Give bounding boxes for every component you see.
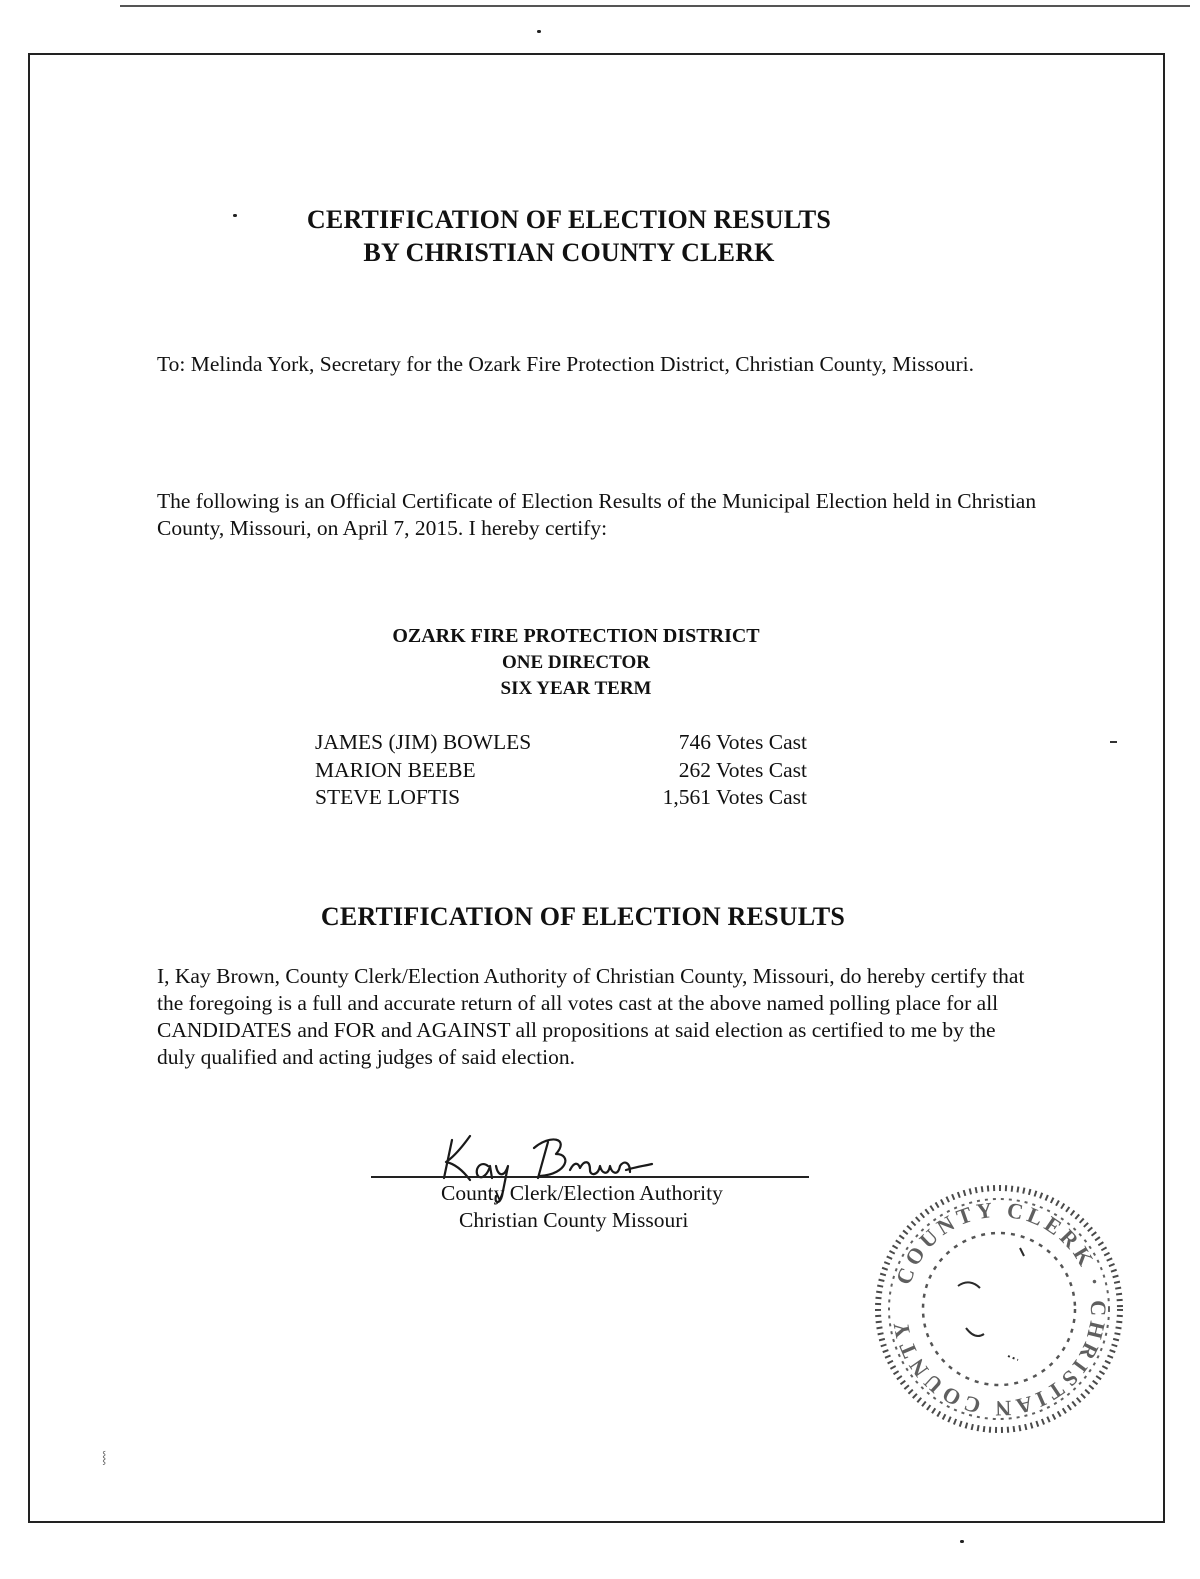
result-row <box>315 729 807 757</box>
certification-paragraph: I, Kay Brown, County Clerk/Election Authority of Christian County, Missouri, do hereby certify that the foregoing is a full and accurate return of all votes cast at the above named polling place for all CANDIDATES and FOR and AGAINST all propositions at said election as certified to me by the duly qualified and acting judges of said election. <box>157 964 1025 1069</box>
result-row <box>315 784 807 812</box>
scan-top-edge-line <box>120 5 1190 7</box>
certificate-title: CERTIFICATION OF ELECTION RESULTS <box>306 205 832 234</box>
signature-line <box>371 1176 809 1178</box>
candidate-votes: 1,561 Votes Cast <box>662 785 807 809</box>
signer-title: County Clerk/Election Authority <box>441 1181 723 1205</box>
result-row <box>315 757 807 785</box>
results-list <box>315 729 807 812</box>
addressee-paragraph: To: Melinda York, Secretary for the Ozark Fire Protection District, Christian County, Missouri. <box>157 352 974 376</box>
candidate-name: STEVE LOFTIS <box>315 785 461 809</box>
candidate-votes: 262 Votes Cast <box>678 757 807 782</box>
svg-text:COUNTY CLERK · CHRISTIAN COUNT: COUNTY CLERK · CHRISTIAN COUNTY <box>887 1196 1112 1422</box>
race-district-heading: OZARK FIRE PROTECTION DISTRICT <box>392 625 760 647</box>
county-clerk-seal-stamp <box>868 1178 1130 1440</box>
race-term-heading: SIX YEAR TERM <box>500 678 652 699</box>
candidate-name: MARION BEEBE <box>315 757 476 782</box>
race-office-heading: ONE DIRECTOR <box>502 652 650 673</box>
scan-speck <box>537 30 541 33</box>
candidate-name: JAMES (JIM) BOWLES <box>315 730 532 754</box>
intro-paragraph: The following is an Official Certificate of Election Results of the Municipal Election held in Christian County, Missouri, on April 7, 2015. I hereby certify: <box>157 489 1037 540</box>
scan-speck <box>960 1540 964 1543</box>
certification-heading: CERTIFICATION OF ELECTION RESULTS <box>320 902 846 931</box>
signer-county: Christian County Missouri <box>459 1208 689 1232</box>
scan-speck: ⸾ <box>102 1450 107 1464</box>
certificate-subtitle: BY CHRISTIAN COUNTY CLERK <box>363 238 775 267</box>
candidate-votes: 746 Votes Cast <box>678 730 807 754</box>
